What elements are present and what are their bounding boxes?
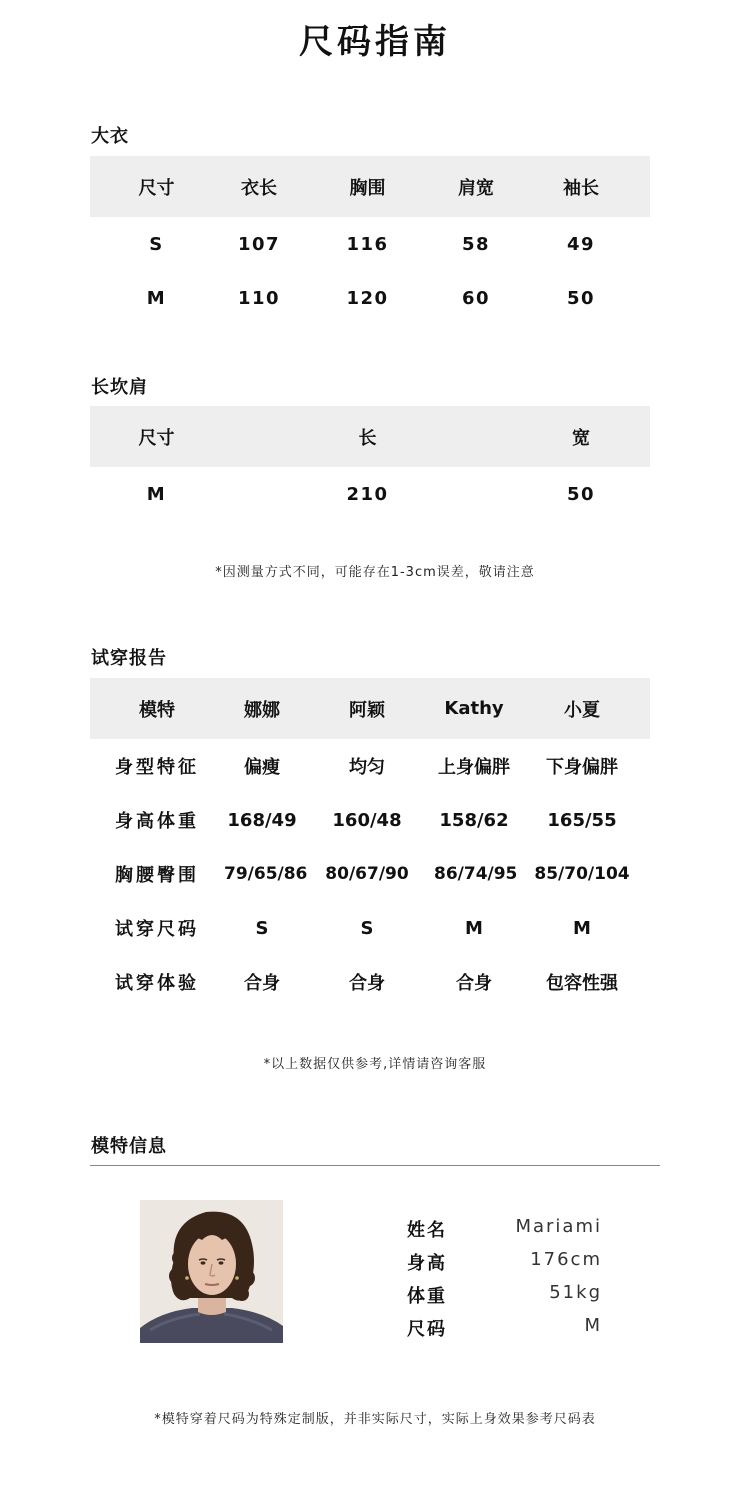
row-label: 试穿体验	[115, 973, 199, 994]
table-cell: 86/74/95	[434, 864, 518, 884]
cape-section-title: 长坎肩	[91, 377, 148, 398]
table-cell: 165/55	[547, 809, 617, 831]
table-cell: 偏瘦	[244, 757, 280, 778]
model-height-value: 176cm	[530, 1249, 602, 1270]
table-cell: S	[255, 917, 269, 939]
page-title: 尺码指南	[299, 22, 451, 62]
header-cell: 模特	[139, 699, 175, 721]
table-cell: 110	[237, 287, 281, 309]
header-cell: 阿颖	[349, 699, 385, 721]
table-cell: 均匀	[349, 757, 385, 778]
row-label: 试穿尺码	[115, 919, 199, 940]
model-name-label: 姓名	[407, 1220, 447, 1241]
coat-section-title: 大衣	[91, 126, 129, 147]
header-cell: 小夏	[564, 699, 600, 721]
model-weight-value: 51kg	[549, 1282, 602, 1303]
header-cell: 尺寸	[138, 427, 175, 449]
reference-note: *以上数据仅供参考,详情请咨询客服	[263, 1057, 487, 1072]
table-cell: S	[360, 917, 374, 939]
table-row	[90, 955, 650, 1009]
model-height-label: 身高	[407, 1253, 447, 1274]
measurement-note: *因测量方式不同，可能存在1-3cm误差，敬请注意	[215, 565, 535, 580]
model-weight-label: 体重	[407, 1286, 447, 1307]
table-header	[90, 678, 650, 739]
table-cell: M	[146, 287, 167, 309]
table-cell: 168/49	[227, 809, 297, 831]
table-cell: 158/62	[439, 809, 509, 831]
table-row	[90, 793, 650, 847]
table-cell: 50	[566, 483, 596, 505]
row-label: 身型特征	[115, 757, 199, 778]
model-size-value: M	[584, 1315, 602, 1336]
trial-section-title: 试穿报告	[91, 648, 167, 669]
table-cell: 合身	[349, 973, 385, 994]
table-header	[90, 406, 650, 467]
table-cell: M	[465, 917, 483, 939]
header-cell: 长	[358, 427, 377, 449]
table-cell: 210	[346, 483, 389, 505]
table-row	[90, 217, 650, 271]
table-cell: 79/65/86	[224, 864, 308, 884]
model-size-note: *模特穿着尺码为特殊定制版，并非实际尺寸，实际上身效果参考尺码表	[154, 1412, 596, 1427]
table-cell: M	[146, 483, 167, 505]
model-size-label: 尺码	[407, 1319, 447, 1340]
header-cell: 肩宽	[458, 177, 494, 199]
table-cell: 160/48	[332, 809, 402, 831]
header-cell: 衣长	[241, 177, 277, 199]
table-cell: 下身偏胖	[546, 757, 618, 778]
table-cell: 85/70/104	[534, 864, 630, 884]
table-cell: 包容性强	[546, 973, 618, 994]
section-divider	[90, 1165, 660, 1166]
table-cell: 上身偏胖	[438, 757, 510, 778]
table-row	[90, 901, 650, 955]
table-cell: 58	[461, 233, 491, 255]
model-section-title: 模特信息	[91, 1136, 167, 1157]
table-cell: 合身	[244, 973, 280, 994]
header-cell: Kathy	[444, 698, 504, 719]
table-cell: 50	[566, 287, 596, 309]
header-cell: 袖长	[563, 177, 599, 199]
trial-report-table	[90, 678, 650, 1009]
header-cell: 尺寸	[138, 177, 175, 199]
table-row	[90, 739, 650, 793]
header-cell: 娜娜	[244, 699, 280, 721]
row-label: 胸腰臀围	[115, 865, 199, 886]
header-cell: 宽	[572, 427, 590, 449]
table-cell: S	[149, 233, 164, 255]
table-cell: M	[573, 917, 591, 939]
row-label: 身高体重	[115, 811, 199, 832]
table-cell: 116	[346, 233, 389, 255]
table-cell: 120	[346, 287, 389, 309]
model-name-value: Mariami	[515, 1216, 602, 1237]
model-photo	[140, 1200, 283, 1343]
table-cell: 80/67/90	[325, 864, 409, 884]
table-cell: 合身	[456, 973, 492, 994]
header-cell: 胸围	[349, 177, 386, 199]
cape-size-table	[90, 406, 650, 521]
table-row	[90, 467, 650, 521]
coat-size-table	[90, 156, 650, 325]
table-cell: 107	[237, 233, 281, 255]
table-cell: 49	[566, 233, 596, 255]
table-cell: 60	[461, 287, 491, 309]
table-row	[90, 271, 650, 325]
table-header	[90, 156, 650, 217]
table-row	[90, 847, 650, 901]
